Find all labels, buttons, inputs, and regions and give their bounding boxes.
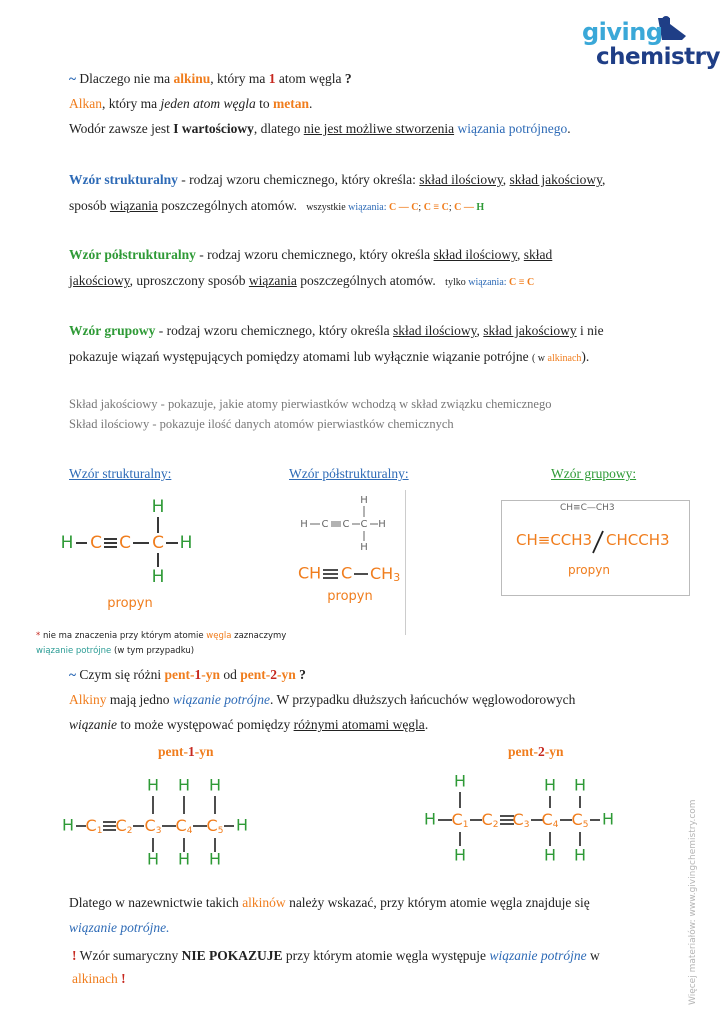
semi-def-line2 bbox=[69, 273, 534, 289]
group-u2: skład jakościowy bbox=[483, 323, 577, 338]
pent2-c: -yn bbox=[544, 744, 564, 759]
p5-ex1: ! bbox=[72, 948, 77, 963]
footnote-text2: zaznaczymy bbox=[231, 631, 287, 641]
pent-2-yn-title bbox=[508, 744, 564, 760]
c2-letter: C bbox=[481, 809, 493, 829]
pent1-b: 1 bbox=[188, 744, 195, 759]
bond-3: C — bbox=[454, 202, 477, 213]
q1-qmark: ? bbox=[344, 71, 352, 86]
p3-text1: mają jedno bbox=[106, 692, 173, 707]
atom-C1 bbox=[452, 810, 469, 830]
atom-H: H bbox=[146, 849, 160, 869]
q2-p1c: -yn bbox=[201, 667, 221, 682]
p4-line2 bbox=[69, 920, 170, 936]
atom-H: H bbox=[453, 845, 467, 865]
structural-text: - rodzaj wzoru chemicznego, który określa: bbox=[177, 172, 420, 187]
def-quantity: Skład ilościowy - pokazuje ilość danych atomów pierwiastków chemicznych bbox=[69, 417, 454, 431]
structural-c1: , bbox=[502, 172, 510, 187]
watermark: Więcej materiałów: www.givingchemistry.com bbox=[688, 799, 698, 1005]
semi-c1: , bbox=[517, 247, 524, 262]
group-def-line1 bbox=[69, 323, 604, 339]
c3-sub: 3 bbox=[523, 819, 530, 830]
a2-blue: wiązania potrójnego bbox=[457, 121, 568, 136]
q2-p2a: pent- bbox=[240, 667, 271, 682]
c4-letter: C bbox=[541, 809, 553, 829]
structural-formula-propyn bbox=[55, 495, 215, 620]
heading-group: Wzór grupowy: bbox=[551, 466, 637, 481]
q2-p2b: 2 bbox=[270, 667, 278, 682]
atom-C: C bbox=[152, 533, 164, 553]
footnote-wegla: węgla bbox=[206, 631, 232, 641]
q2-p2c: -yn bbox=[277, 667, 296, 682]
divider bbox=[405, 490, 406, 635]
footnote-text1: nie ma znaczenia przy którym atomie bbox=[40, 631, 207, 641]
pent1-c: -yn bbox=[194, 744, 214, 759]
group-line2: pokazuje wiązań występujących pomiędzy atomami lub wyłącznie wiązanie potrójne bbox=[69, 349, 532, 364]
a1-italic: jeden atom węgla bbox=[160, 96, 256, 111]
atom-H: H bbox=[601, 809, 615, 829]
a1-alkan: Alkan bbox=[69, 96, 102, 111]
group-paren-open: ( w bbox=[531, 353, 548, 364]
atom-H: H bbox=[177, 849, 191, 869]
semi-u2: skład bbox=[523, 247, 553, 262]
logo bbox=[582, 14, 720, 76]
group-text: - rodzaj wzoru chemicznego, który określa bbox=[155, 323, 394, 338]
atom-C4 bbox=[542, 810, 559, 830]
semi-C: C bbox=[341, 563, 353, 583]
small-C: C bbox=[321, 519, 329, 530]
structural-note-label: wszystkie bbox=[306, 202, 349, 213]
semi-u1: skład ilościowy bbox=[433, 247, 518, 262]
small-H: H bbox=[360, 495, 368, 506]
p5-ex2: ! bbox=[117, 971, 126, 986]
p5-alkinach: alkinach bbox=[72, 971, 118, 986]
atom-H: H bbox=[146, 776, 160, 795]
atom-H: H bbox=[423, 809, 437, 829]
structural-u3: wiązania bbox=[109, 198, 158, 213]
a1-metan: metan bbox=[273, 96, 309, 111]
p5-text3: w bbox=[586, 948, 600, 963]
structural-note-blue: wiązania: bbox=[348, 202, 387, 213]
semi-CH3: $CH_3$ bbox=[370, 563, 401, 584]
semi-def-line1 bbox=[69, 247, 552, 263]
p4-text1: Dlatego w nazewnictwie takich bbox=[69, 895, 243, 910]
q2-p1b: 1 bbox=[194, 667, 202, 682]
structural-def-line2 bbox=[69, 198, 484, 214]
p3-line1 bbox=[69, 692, 575, 708]
answer-2 bbox=[69, 121, 571, 137]
a1-text2: to bbox=[255, 96, 273, 111]
structural-line2b: poszczególnych atomów. bbox=[157, 198, 297, 213]
group-title: Wzór grupowy bbox=[69, 323, 156, 338]
p3-line2-u: różnymi atomami węgla bbox=[293, 717, 425, 732]
structural-note bbox=[306, 202, 484, 213]
atom-H: H bbox=[573, 775, 587, 795]
a2-text: Wodór zawsze jest bbox=[69, 121, 174, 136]
pent2-b: 2 bbox=[538, 744, 545, 759]
propyn-label: propyn bbox=[568, 563, 610, 577]
c5-letter: C bbox=[571, 809, 583, 829]
group-paren bbox=[532, 353, 581, 364]
q1-text3: atom węgla bbox=[275, 71, 345, 86]
group-c1: , bbox=[476, 323, 484, 338]
tilde: ~ bbox=[69, 71, 77, 86]
atom-H: H bbox=[151, 497, 165, 517]
q2-tilde: ~ bbox=[69, 667, 77, 682]
c4-letter: C bbox=[175, 815, 187, 835]
semi-title: Wzór półstrukturalny bbox=[69, 247, 196, 262]
p4-alkinow: alkinów bbox=[242, 895, 286, 910]
atom-C1 bbox=[86, 816, 103, 836]
semi-note-blue: wiązania: bbox=[468, 277, 507, 288]
atom-H: H bbox=[543, 775, 557, 795]
semi-text2: , uproszczony sposób bbox=[129, 273, 249, 288]
semi-note-bond: C ≡ C bbox=[509, 277, 535, 288]
propyn-label: propyn bbox=[107, 596, 153, 611]
heading-structural: Wzór strukturalny: bbox=[69, 466, 172, 481]
p3-text2: . W przypadku dłuższych łańcuchów węglowodorowych bbox=[270, 692, 576, 707]
pent1-a: pent- bbox=[158, 744, 188, 759]
a2-dot: . bbox=[567, 121, 571, 136]
p3-dot: . bbox=[424, 717, 429, 732]
a2-text2: , dlatego bbox=[253, 121, 304, 136]
atom-C3 bbox=[513, 810, 530, 830]
p5-italic-blue: wiązanie potrójne bbox=[489, 948, 587, 963]
p4-text2: należy wskazać, przy którym atomie węgla znajduje się bbox=[285, 895, 590, 910]
atom-C2 bbox=[116, 816, 133, 836]
pent-1-yn-title bbox=[158, 744, 214, 760]
semi-CH: CH bbox=[298, 563, 322, 583]
c2-sub: 2 bbox=[492, 819, 499, 830]
footnote-rest: (w tym przypadku) bbox=[111, 646, 195, 656]
atom-H: H bbox=[208, 776, 222, 795]
structural-title: Wzór strukturalny bbox=[69, 172, 178, 187]
structural-line2a: sposób bbox=[69, 198, 110, 213]
atom-H: H bbox=[543, 845, 557, 865]
c3-letter: C bbox=[512, 809, 524, 829]
c5-letter: C bbox=[206, 815, 218, 835]
answer-1 bbox=[69, 96, 312, 112]
c2-letter: C bbox=[115, 815, 127, 835]
bond-1: C — C bbox=[388, 202, 419, 213]
c1-sub: 1 bbox=[462, 819, 469, 830]
q2-qmark: ? bbox=[295, 667, 306, 682]
footnote-teal: wiązanie potrójne bbox=[36, 646, 112, 656]
heading-semi: Wzór półstrukturalny: bbox=[289, 466, 409, 481]
p3-line2-text: to może występować pomiędzy bbox=[117, 717, 294, 732]
a2-bold: I wartościowy bbox=[173, 121, 254, 136]
p5-line1 bbox=[72, 948, 600, 964]
p3-alkiny: Alkiny bbox=[69, 692, 107, 707]
p5-text1: Wzór sumaryczny bbox=[76, 948, 182, 963]
atom-H: H bbox=[208, 849, 222, 869]
bond-4: H bbox=[476, 202, 485, 213]
group-paren-close: ). bbox=[581, 349, 590, 364]
semi-note bbox=[445, 277, 534, 288]
p4-line1 bbox=[69, 895, 590, 911]
q1-alkinu: alkinu bbox=[173, 71, 211, 86]
bond-sep-1: ; bbox=[418, 202, 424, 213]
slash bbox=[591, 529, 605, 555]
structural-c2: , bbox=[602, 172, 606, 187]
small-C: C bbox=[342, 519, 350, 530]
p3-line2-italic: wiązanie bbox=[69, 717, 118, 732]
atom-H: H bbox=[61, 815, 75, 835]
c3-sub: 3 bbox=[155, 825, 162, 836]
group-text2: i nie bbox=[576, 323, 604, 338]
c5-sub: 5 bbox=[217, 825, 224, 836]
atom-C3 bbox=[145, 816, 162, 836]
propyn-label: propyn bbox=[327, 589, 373, 604]
c2-sub: 2 bbox=[126, 825, 133, 836]
p5-text2: przy którym atomie węgla występuje bbox=[282, 948, 490, 963]
p5-bold: NIE POKAZUJE bbox=[181, 948, 283, 963]
def-quality: Skład jakościowy - pokazuje, jakie atomy pierwiastków wchodzą w skład związku chemicznego bbox=[69, 397, 552, 411]
q2-od: od bbox=[220, 667, 241, 682]
p5-line2 bbox=[72, 971, 126, 987]
semi-u4: wiązania bbox=[248, 273, 297, 288]
atom-H: H bbox=[179, 533, 193, 553]
pent2-a: pent- bbox=[508, 744, 538, 759]
semi-CH3-text: CH bbox=[370, 563, 394, 583]
small-H: H bbox=[360, 542, 368, 553]
q2-text: Czym się różni bbox=[76, 667, 165, 682]
semi-structural-formula-propyn bbox=[290, 492, 410, 612]
atom-H: H bbox=[453, 771, 467, 791]
q1-text: Dlaczego nie ma bbox=[76, 71, 174, 86]
p3-italic-blue: wiązanie potrójne bbox=[172, 692, 270, 707]
q1-one: 1 bbox=[268, 71, 276, 86]
a1-text: , który ma bbox=[102, 96, 161, 111]
group-big-left: CH≡CCH3 bbox=[516, 531, 593, 549]
atom-C: C bbox=[90, 533, 102, 553]
bond-sep-2: ; bbox=[448, 202, 455, 213]
atom-C2 bbox=[482, 810, 499, 830]
c4-sub: 4 bbox=[186, 825, 193, 836]
c1-sub: 1 bbox=[96, 825, 103, 836]
footnote-line2 bbox=[36, 646, 194, 656]
c1-letter: C bbox=[451, 809, 463, 829]
small-C: C bbox=[360, 519, 368, 530]
group-big-right: CHCCH3 bbox=[606, 531, 670, 549]
structural-u2: skład jakościowy bbox=[509, 172, 603, 187]
semi-text3: poszczególnych atomów. bbox=[296, 273, 436, 288]
c1-letter: C bbox=[85, 815, 97, 835]
group-u1: skład ilościowy bbox=[393, 323, 477, 338]
atom-H: H bbox=[177, 776, 191, 795]
small-H: H bbox=[378, 519, 386, 530]
semi-text: - rodzaj wzoru chemicznego, który określa bbox=[195, 247, 434, 262]
logo-line2: chemistry bbox=[596, 44, 720, 70]
q2-p1a: pent- bbox=[164, 667, 195, 682]
c4-sub: 4 bbox=[552, 819, 559, 830]
atom-C5 bbox=[572, 810, 589, 830]
atom-C4 bbox=[176, 816, 193, 836]
pent-1-yn-formula bbox=[58, 776, 268, 871]
group-small-formula: CH≡C—CH3 bbox=[560, 503, 615, 513]
group-paren-orange: alkinach bbox=[547, 353, 582, 364]
pent-2-yn-formula bbox=[420, 770, 630, 870]
question-2 bbox=[69, 667, 306, 683]
atom-C: C bbox=[119, 533, 131, 553]
q1-text2: , który ma bbox=[210, 71, 269, 86]
atom-C5 bbox=[207, 816, 224, 836]
structural-u1: skład ilościowy bbox=[419, 172, 503, 187]
a2-underlined: nie jest możliwe stworzenia bbox=[303, 121, 455, 136]
bond-2: C ≡ C bbox=[423, 202, 449, 213]
a1-dot: . bbox=[309, 96, 313, 111]
c3-letter: C bbox=[144, 815, 156, 835]
atom-H: H bbox=[151, 567, 165, 587]
footnote-star: * bbox=[36, 631, 41, 641]
p3-line2 bbox=[69, 717, 428, 733]
small-H: H bbox=[300, 519, 308, 530]
structural-def-line1 bbox=[69, 172, 605, 188]
atom-H: H bbox=[235, 815, 249, 835]
atom-H: H bbox=[573, 845, 587, 865]
c5-sub: 5 bbox=[582, 819, 589, 830]
semi-u3: jakościowy bbox=[69, 273, 130, 288]
footnote-line1 bbox=[36, 631, 286, 641]
question-1 bbox=[69, 71, 352, 87]
group-def-line2 bbox=[69, 349, 589, 365]
semi-note-label: tylko bbox=[445, 277, 469, 288]
group-formula-box bbox=[501, 500, 690, 596]
logo-line1: giving bbox=[582, 18, 663, 46]
p4-line2-italic: wiązanie potrójne. bbox=[69, 920, 170, 935]
atom-H: H bbox=[60, 533, 74, 553]
